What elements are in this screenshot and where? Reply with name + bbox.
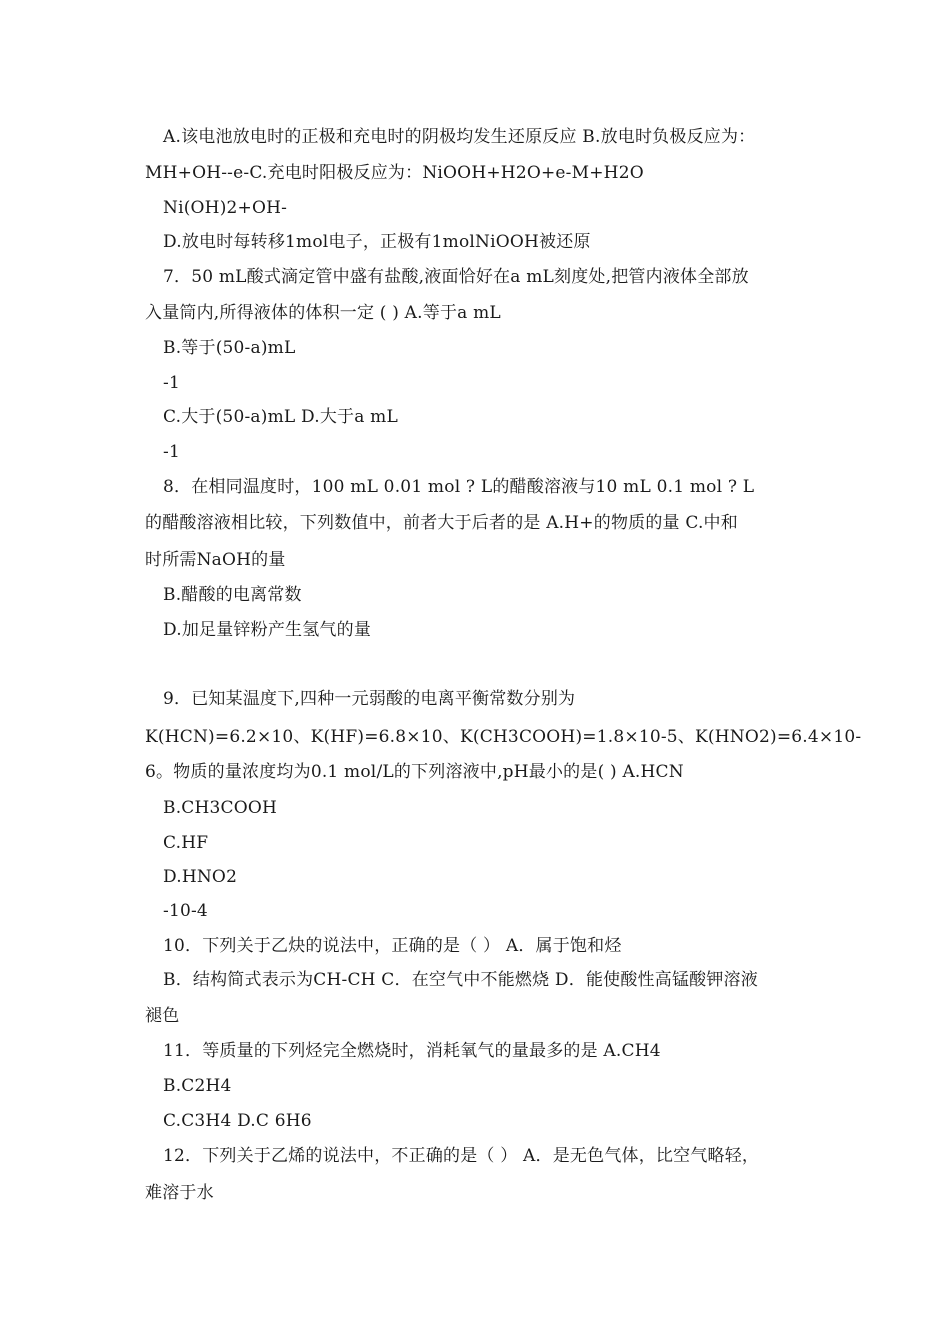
text-line: 12．下列关于乙烯的说法中，不正确的是（ ） A．是无色气体，比空气略轻， (163, 1146, 760, 1166)
text-line: MH+OH--e-C.充电时阳极反应为：NiOOH+H2O+e-M+H2O (145, 163, 644, 183)
text-line: 8．在相同温度时，100 mL 0.01 mol ? L的醋酸溶液与10 mL 0.1 mol ? L (163, 477, 755, 497)
text-line: 10．下列关于乙炔的说法中，正确的是（ ） A．属于饱和烃 (163, 936, 622, 956)
text-line: 9．已知某温度下,四种一元弱酸的电离平衡常数分别为 (163, 689, 576, 709)
text-line: -10-4 (163, 901, 208, 921)
text-line: Ni(OH)2+OH- (163, 198, 288, 218)
text-line: B．结构简式表示为CH-CH C．在空气中不能燃烧 D．能使酸性高锰酸钾溶液 (163, 970, 758, 990)
text-line: D.放电时每转移1mol电子，正极有1molNiOOH被还原 (163, 232, 591, 252)
text-line: 入量筒内,所得液体的体积一定 ( ) A.等于a mL (145, 303, 501, 323)
text-line: 7．50 mL酸式滴定管中盛有盐酸,液面恰好在a mL刻度处,把管内液体全部放 (163, 267, 749, 287)
text-line: 11．等质量的下列烃完全燃烧时，消耗氧气的量最多的是 A.CH4 (163, 1041, 661, 1061)
text-line: 6。物质的量浓度均为0.1 mol/L的下列溶液中,pH最小的是( ) A.HCN (145, 762, 684, 782)
text-line: 的醋酸溶液相比较，下列数值中，前者大于后者的是 A.H+的物质的量 C.中和 (145, 513, 738, 533)
text-line: D.加足量锌粉产生氢气的量 (163, 620, 372, 640)
text-line: -1 (163, 442, 180, 462)
text-line: D.HNO2 (163, 867, 238, 887)
text-line: 时所需NaOH的量 (145, 550, 286, 570)
text-line: C.C3H4 D.C 6H6 (163, 1111, 312, 1131)
text-line: C.HF (163, 833, 209, 853)
text-line: B.C2H4 (163, 1076, 232, 1096)
text-line: -1 (163, 373, 180, 393)
text-line: A.该电池放电时的正极和充电时的阴极均发生还原反应 B.放电时负极反应为： (163, 127, 756, 147)
text-line: K(HCN)=6.2×10、K(HF)=6.8×10、K(CH3COOH)=1.8×10-5、K(HNO2)=6.4×10- (145, 727, 862, 747)
text-line: B.等于(50-a)mL (163, 338, 296, 358)
text-line: 难溶于水 (145, 1183, 214, 1203)
text-line: C.大于(50-a)mL D.大于a mL (163, 407, 398, 427)
text-line: B.醋酸的电离常数 (163, 585, 302, 605)
text-line: 褪色 (145, 1006, 180, 1026)
text-line: B.CH3COOH (163, 798, 278, 818)
